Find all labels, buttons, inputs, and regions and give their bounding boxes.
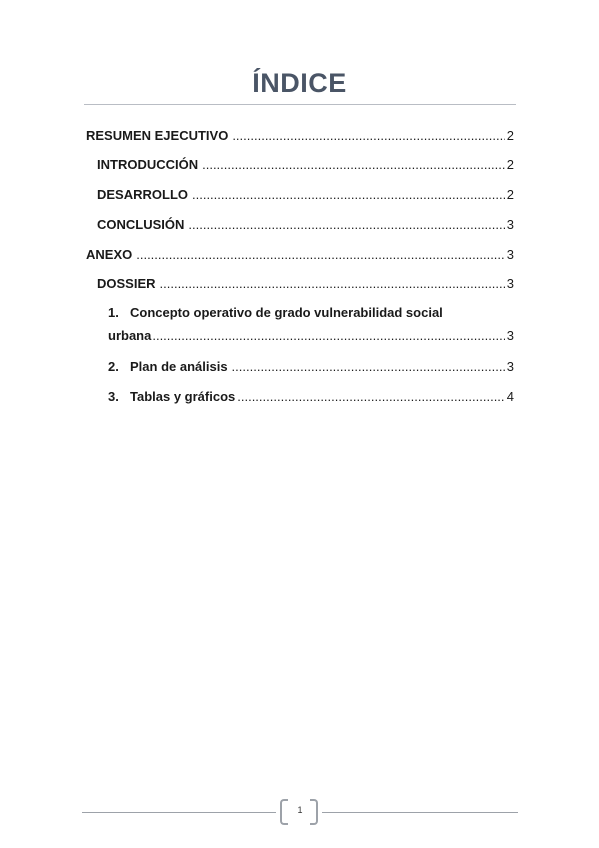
toc-page-number: 4 xyxy=(506,389,514,404)
toc-entry-label-text: Plan de análisis xyxy=(130,359,228,374)
toc-entry-number: 3. xyxy=(108,389,119,404)
toc-page-number: 2 xyxy=(506,157,514,172)
toc-page-number: 3 xyxy=(506,359,514,374)
toc-entry-label: DOSSIER xyxy=(97,276,156,291)
toc-leader-dots xyxy=(202,157,505,172)
footer-rule-left xyxy=(82,812,276,813)
toc-entry-label: DESARROLLO xyxy=(97,187,188,202)
toc-page-number: 2 xyxy=(506,187,514,202)
footer-bracket-left xyxy=(280,799,288,825)
toc-leader-dots xyxy=(232,359,505,374)
toc-leader-dots xyxy=(192,187,505,202)
toc-entry-label: urbana xyxy=(108,328,152,343)
footer-page-number: 1 xyxy=(297,805,303,815)
toc-entry-conclusion[interactable] xyxy=(97,217,514,232)
toc-entry-label: Concepto operativo de grado vulnerabilidad social xyxy=(130,305,443,320)
toc-entry-dossier[interactable] xyxy=(97,276,514,291)
toc-leader-dots xyxy=(152,328,504,343)
toc-entry-label: INTRODUCCIÓN xyxy=(97,157,199,172)
toc-leader-dots xyxy=(237,389,505,404)
toc-entry-plan-de-analisis[interactable] xyxy=(108,359,514,374)
toc-entry-concepto-operativo-line2[interactable] xyxy=(108,328,514,343)
toc-entry-introduccion[interactable] xyxy=(97,157,514,172)
toc-entry-number: 2. xyxy=(108,359,119,374)
toc-leader-dots xyxy=(136,247,505,262)
toc-entry-label: ANEXO xyxy=(86,247,133,262)
toc-entry-label xyxy=(108,359,228,374)
toc-entry-label: RESUMEN EJECUTIVO xyxy=(86,128,229,143)
toc-entry-number: 1. xyxy=(108,305,119,320)
toc-leader-dots xyxy=(160,276,505,291)
toc-entry-resumen-ejecutivo[interactable] xyxy=(86,128,514,143)
toc-leader-dots xyxy=(232,128,504,143)
toc-leader-dots xyxy=(188,217,504,232)
toc-page-number: 3 xyxy=(506,217,514,232)
toc-entry-concepto-operativo-line1[interactable] xyxy=(108,305,443,320)
toc-entry-tablas-y-graficos[interactable] xyxy=(108,389,514,404)
toc-page-number: 3 xyxy=(506,328,514,343)
toc-entry-label-text: Tablas y gráficos xyxy=(130,389,236,404)
toc-entry-desarrollo[interactable] xyxy=(97,187,514,202)
toc-page-number: 3 xyxy=(506,276,514,291)
footer-rule-right xyxy=(322,812,518,813)
footer-bracket-right xyxy=(310,799,318,825)
page-title: ÍNDICE xyxy=(252,68,347,98)
toc-entry-label xyxy=(108,389,235,404)
toc-entry-anexo[interactable] xyxy=(86,247,514,262)
toc-page-number: 2 xyxy=(506,128,514,143)
toc-entry-label: CONCLUSIÓN xyxy=(97,217,185,232)
title-divider xyxy=(84,104,516,105)
toc-page-number: 3 xyxy=(506,247,514,262)
